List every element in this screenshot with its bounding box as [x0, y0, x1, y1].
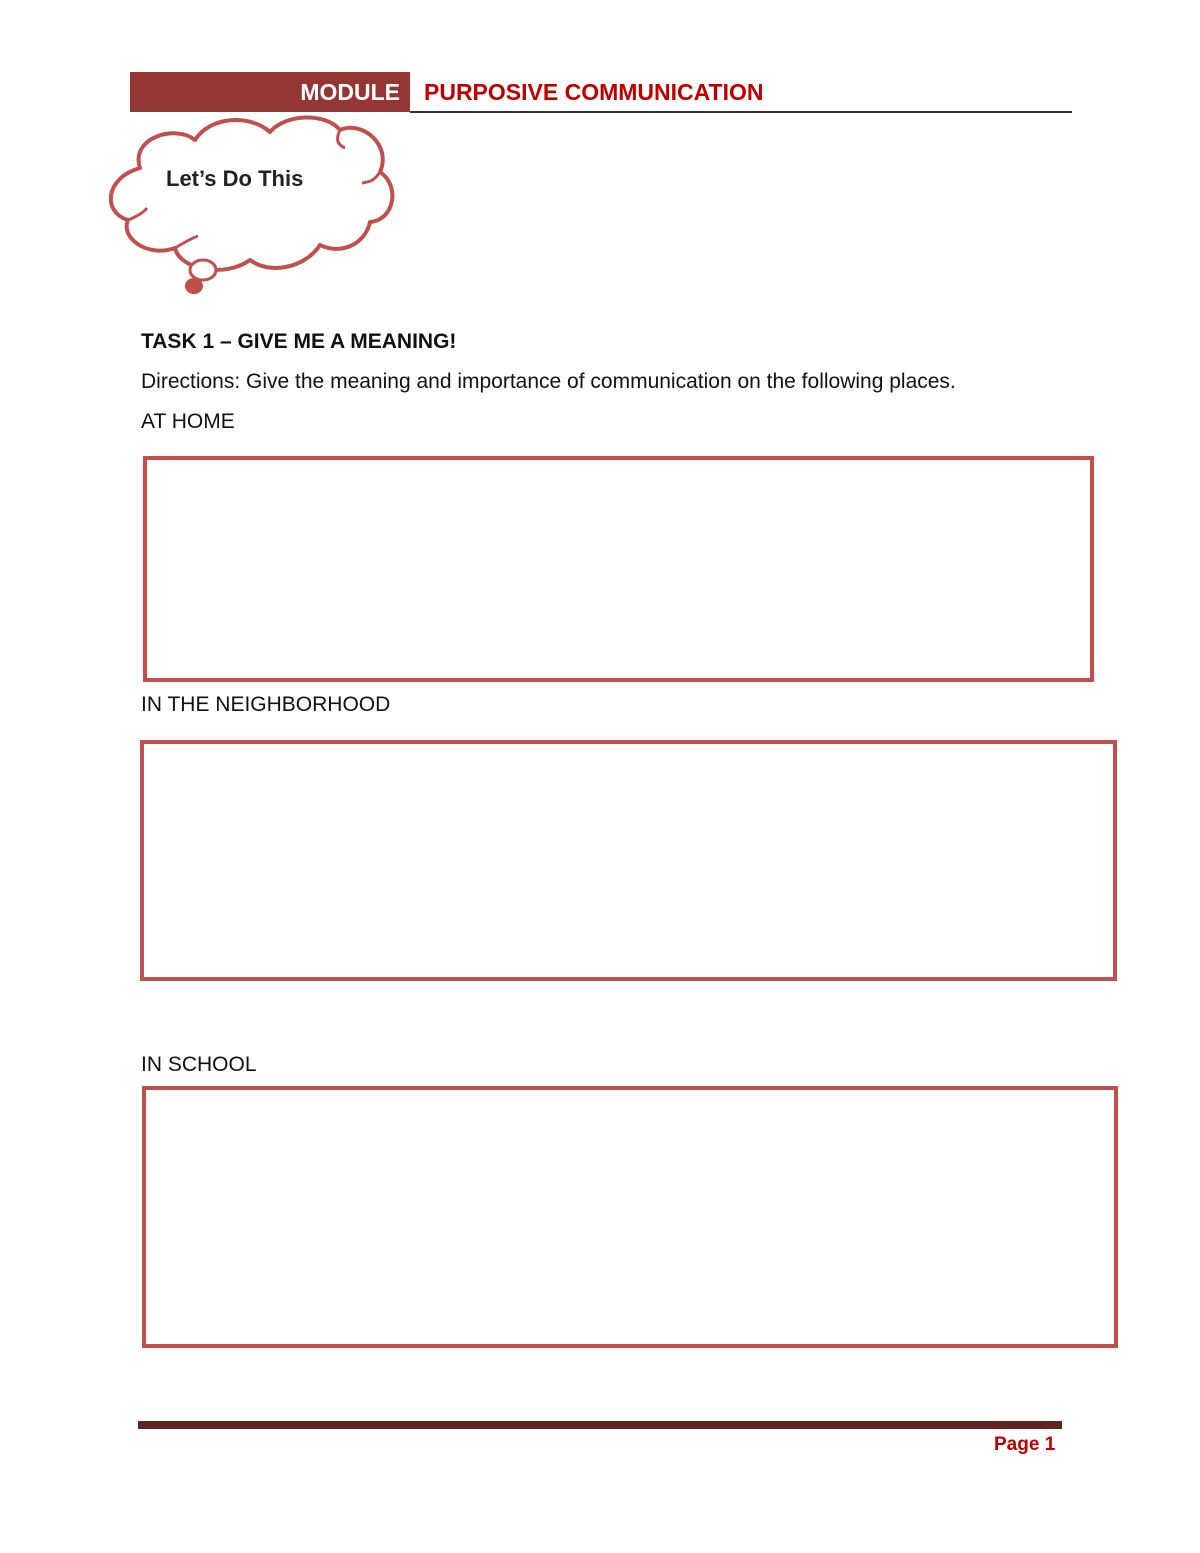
- answer-box-at-home[interactable]: [143, 456, 1094, 682]
- section-label-neighborhood: IN THE NEIGHBORHOOD: [141, 693, 391, 716]
- page-number: Page 1: [994, 1434, 1056, 1455]
- module-title: PURPOSIVE COMMUNICATION: [424, 79, 764, 105]
- answer-box-school[interactable]: [142, 1086, 1118, 1348]
- thought-cloud-icon: [100, 110, 400, 300]
- module-label: MODULE: [130, 72, 410, 112]
- section-label-school: IN SCHOOL: [141, 1053, 257, 1076]
- task-title: TASK 1 – GIVE ME A MEANING!: [141, 330, 457, 353]
- lets-do-this-label: Let’s Do This: [166, 166, 304, 191]
- task-directions: Directions: Give the meaning and importance of communication on the following places.: [141, 370, 956, 393]
- footer-divider: [138, 1421, 1062, 1429]
- section-label-at-home: AT HOME: [141, 410, 235, 433]
- answer-box-neighborhood[interactable]: [140, 740, 1117, 981]
- header-divider: [410, 111, 1072, 113]
